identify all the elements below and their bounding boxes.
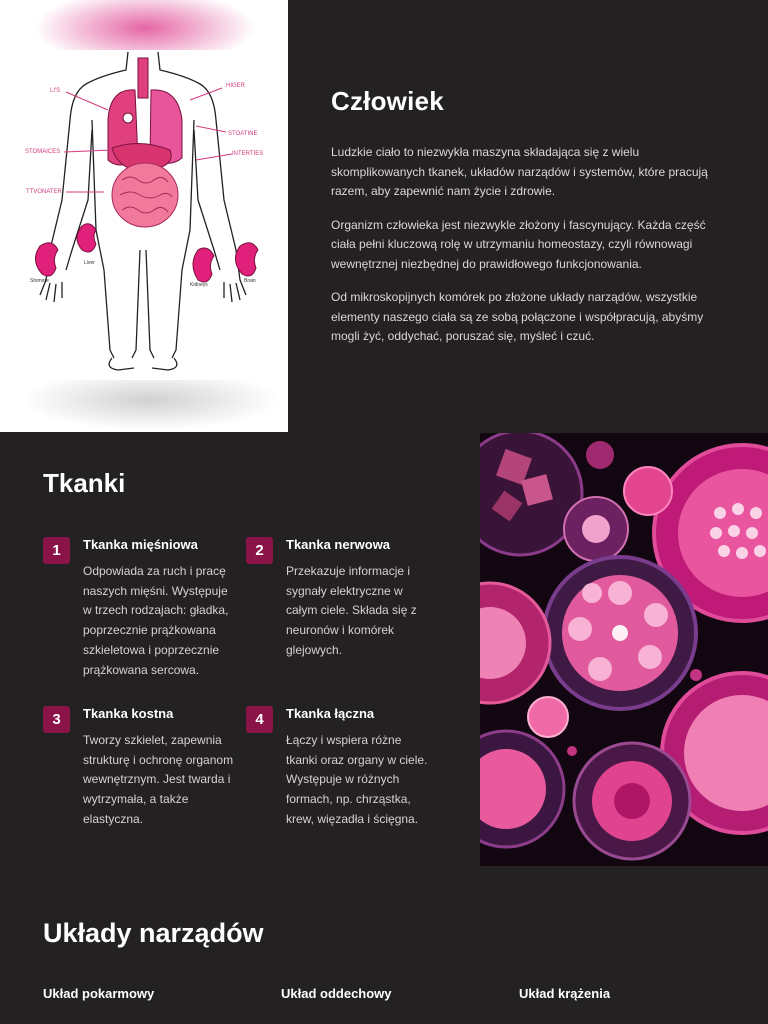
tissue-description: Przekazuje informacje i sygnały elektryczne w całym ciele. Składa się z neuronów i komórek glejowych.	[286, 564, 417, 657]
hero-paragraph: Organizm człowieka jest niezwykle złożony i fascynujący. Każda część ciała pełni kluczową rolę w utrzymaniu homeostazy, czyli równowagi wewnętrznej niezbędnej do prawidłowego funkcjonowania.	[331, 217, 706, 271]
tissue-description: Odpowiada za ruch i pracę naszych mięśni. Występuje w trzech rodzajach: gładka, poprzecznie prążkowana szkieletowa i poprzecznie prążkowana sercowa.	[83, 564, 229, 677]
tissue-name: Tkanka łączna	[286, 706, 375, 721]
tissue-item	[286, 706, 436, 830]
label-liver: Liver	[84, 260, 95, 266]
label-stomore: Stomore	[30, 278, 49, 284]
label-interties: INTERTIES	[232, 151, 264, 157]
tissue-number-badge: 2	[246, 537, 273, 564]
hero-section	[331, 86, 721, 361]
label-kidneys: Kidneys	[190, 282, 208, 288]
tissue-description: Łączy i wspiera różne tkanki oraz organy w ciele. Występuje w różnych formach, np. chrząstka, krew, więzadła i ścięgna.	[286, 733, 428, 826]
label-brain: Brain	[244, 278, 256, 284]
tissue-item	[286, 537, 436, 661]
tissues-heading: Tkanki	[43, 468, 126, 498]
tissue-number-badge: 3	[43, 706, 70, 733]
hero-paragraph: Od mikroskopijnych komórek po złożone układy narządów, wszystkie elementy naszego ciała są ze sobą połączone i współpracują, abyśmy mogli żyć, oddychać, poruszać się, myśleć i czuć.	[331, 290, 704, 343]
tissue-number-badge: 4	[246, 706, 273, 733]
organ-system-item	[519, 986, 729, 1019]
anatomy-illustration	[0, 0, 288, 432]
organ-system-name: Układ pokarmowy	[43, 986, 155, 1001]
tissue-name: Tkanka kostna	[83, 706, 174, 721]
organ-system-item	[43, 986, 253, 1019]
organ-system-name: Układ oddechowy	[281, 986, 392, 1001]
label-lis: LI'S	[50, 88, 61, 94]
tissue-name: Tkanka mięśniowa	[83, 537, 198, 552]
tissue-number-badge: 1	[43, 537, 70, 564]
tissue-item	[83, 537, 238, 680]
organ-system-item	[281, 986, 491, 1019]
label-stomaces: STOMAICES	[25, 149, 61, 155]
tissue-name: Tkanka nerwowa	[286, 537, 391, 552]
page-title: Człowiek	[331, 86, 444, 116]
hero-paragraph: Ludzkie ciało to niezwykła maszyna składająca się z wielu skomplikowanych tkanek, układów narządów i systemów, które pracują razem, aby zapewnić nam życie i zdrowie.	[331, 145, 708, 198]
label-stoatine: STOATINE	[228, 131, 258, 137]
tissue-description: Tworzy szkielet, zapewnia strukturę i ochronę organom wewnętrznym. Jest twarda i wytrzymała, a także elastyczna.	[83, 733, 234, 826]
label-higer: HIGER	[226, 83, 246, 89]
organ-systems-heading: Układy narządów	[43, 918, 264, 948]
tissue-cells-illustration	[480, 433, 768, 866]
label-ttvonater: TTVONATER	[26, 189, 62, 195]
organ-system-name: Układ krążenia	[519, 986, 611, 1001]
tissue-item	[83, 706, 238, 830]
